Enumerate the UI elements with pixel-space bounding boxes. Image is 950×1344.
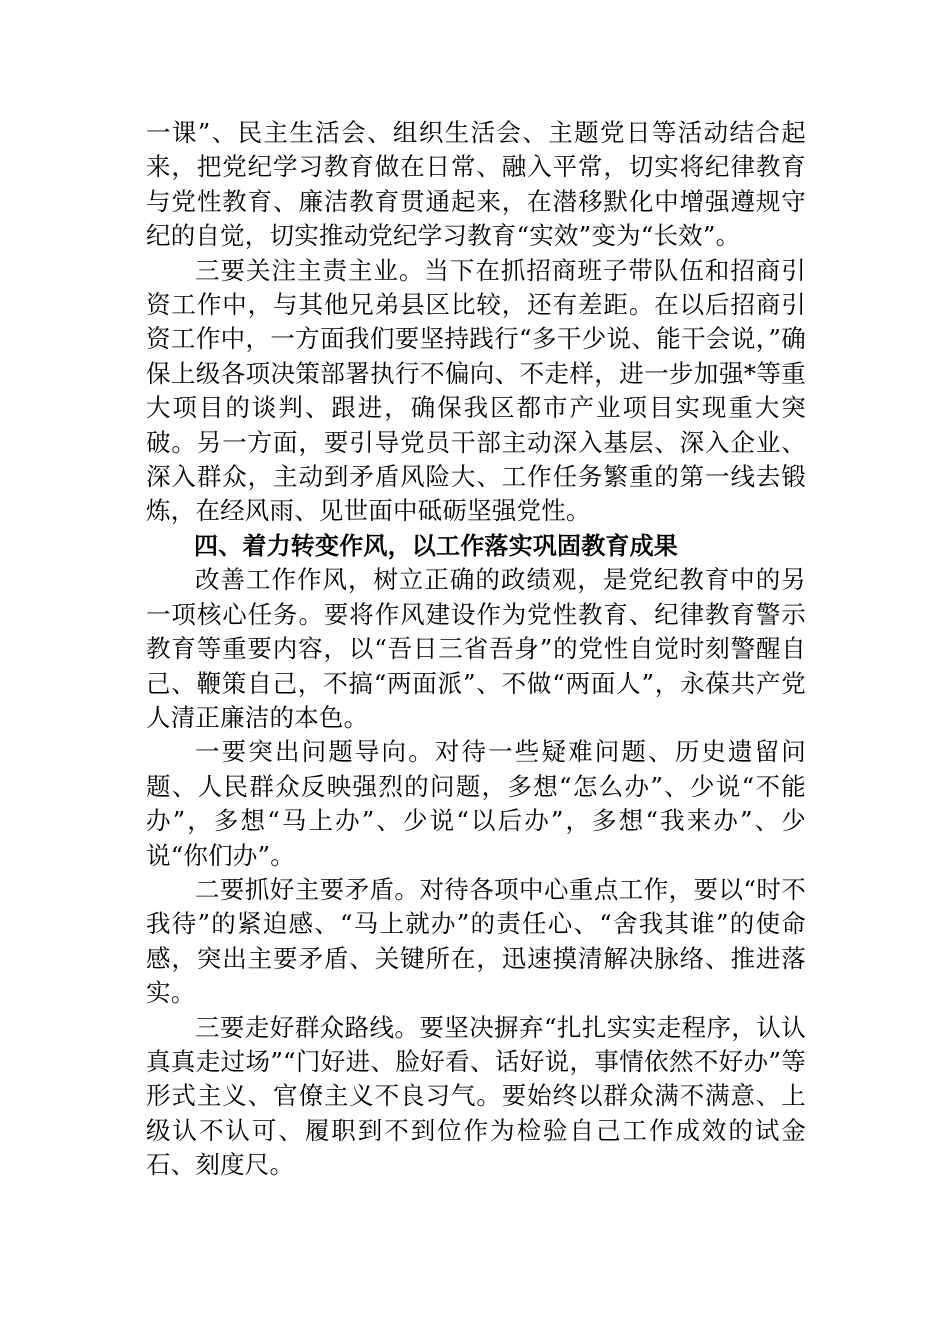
paragraph-main-responsibility: 三要关注主责主业。当下在抓招商班子带队伍和招商引资工作中，与其他兄弟县区比较，还有差距。在以后招商引资工作中，一方面我们要坚持践行“多干少说、能干会说，”确保上级各项决策部署执行不偏向、不走样，进一步加强*等重大项目的谈判、跟进，确保我区都市产业项目实现重大突破。另一方面，要引导党员干部主动深入基层、深入企业、深入群众，主动到矛盾风险大、工作任务繁重的第一线去锻炼，在经风雨、见世面中砥砺坚强党性。: [146, 255, 806, 526]
paragraph-main-contradiction: 二要抓好主要矛盾。对待各项中心重点工作，要以“时不我待”的紧迫感、“马上就办”的责任心、“舍我其谁”的使命感，突出主要矛盾、关键所在，迅速摸清解决脉络、推进落实。: [146, 874, 806, 1008]
section-heading-four: 四、着力转变作风，以工作落实巩固教育成果: [194, 531, 678, 560]
paragraph-continuation: 一课”、民主生活会、组织生活会、主题党日等活动结合起来，把党纪学习教育做在日常、融入平常，切实将纪律教育与党性教育、廉洁教育贯通起来，在潜移默化中增强遵规守纪的自觉，切实推动党纪学习教育“实效”变为“长效”。: [146, 118, 806, 251]
paragraph-work-style: 改善工作作风，树立正确的政绩观，是党纪教育中的另一项核心任务。要将作风建设作为党性教育、纪律教育警示教育等重要内容，以“吾日三省吾身”的党性自觉时刻警醒自己、鞭策自己，不搞“两面派”、不做“两面人”，永葆共产党人清正廉洁的本色。: [146, 565, 806, 732]
document-page: [146, 116, 806, 1183]
paragraph-problem-oriented: 一要突出问题导向。对待一些疑难问题、历史遗留问题、人民群众反映强烈的问题，多想“怎么办”、少说“不能办”，多想“马上办”、少说“以后办”，多想“我来办”、少说“你们办”。: [146, 737, 806, 870]
paragraph-mass-line: 三要走好群众路线。要坚决摒弃“扎扎实实走程序，认认真真走过场”“门好进、脸好看、话好说，事情依然不好办”等形式主义、官僚主义不良习气。要始终以群众满不满意、上级认不认可、履职到不到位作为检验自己工作成效的试金石、刻度尺。: [146, 1012, 806, 1180]
